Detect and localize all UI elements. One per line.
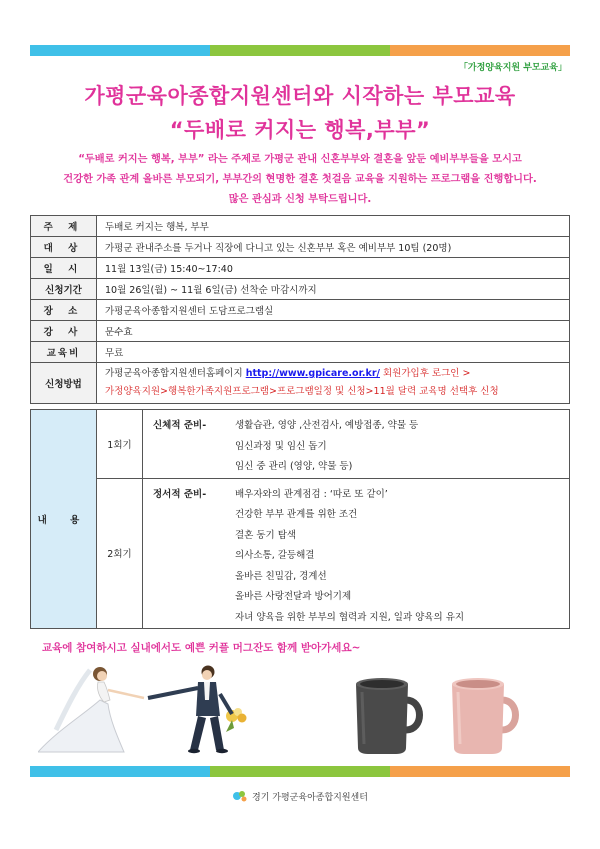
session-2-head: 정서적 준비- bbox=[153, 488, 207, 500]
info-row-datetime bbox=[31, 258, 570, 279]
session-1-item: 임신 중 관리 (영양, 약물 등) bbox=[235, 461, 353, 472]
center-logo-icon bbox=[232, 789, 248, 803]
session-label: 2회기 bbox=[97, 478, 143, 629]
info-row-place bbox=[31, 300, 570, 321]
info-label: 신청기간 bbox=[31, 279, 97, 300]
info-value: 10월 26일(월) ~ 11월 6일(금) 선착순 마감시까지 bbox=[97, 279, 570, 300]
info-table bbox=[30, 215, 570, 404]
footer-org-name: 경기 가평군육아종합지원센터 bbox=[252, 792, 368, 803]
pink-mug-icon bbox=[444, 672, 528, 756]
content-row-session2 bbox=[31, 478, 570, 629]
content-row-session1 bbox=[31, 410, 570, 479]
session-2-item: 건강한 부부 관계를 위한 조건 bbox=[235, 509, 358, 520]
info-label: 장 소 bbox=[31, 300, 97, 321]
session-2-item: 자녀 양육을 위한 부부의 협력과 지원, 일과 양육의 유지 bbox=[235, 611, 465, 623]
session-1-item: 생활습관, 영양 ,산전검사, 예방접종, 약물 등 bbox=[235, 420, 419, 431]
info-value: 문수효 bbox=[97, 321, 570, 342]
apply-prefix: 가평군육아종합지원센터홈페이지 bbox=[105, 368, 246, 379]
page-title: 가평군육아종합지원센터와 시작하는 부모교육 bbox=[84, 84, 516, 108]
session-1-item: 임신과정 및 임신 돕기 bbox=[235, 440, 327, 452]
apply-suffix: 회원가입후 로그인 > bbox=[379, 368, 471, 379]
session-1-details bbox=[143, 410, 570, 479]
info-row-fee bbox=[31, 342, 570, 363]
info-label: 강 사 bbox=[31, 321, 97, 342]
info-label: 신청방법 bbox=[31, 363, 97, 404]
footer bbox=[0, 789, 600, 803]
info-row-apply bbox=[31, 363, 570, 404]
info-value: 가평군육아종합지원센터 도담프로그램실 bbox=[97, 300, 570, 321]
intro-line-1: “두배로 커지는 행복, 부부” 라는 주제로 가평군 관내 신혼부부와 결혼을 앞둔 예비부부들을 모시고 bbox=[78, 154, 522, 165]
info-label: 주 제 bbox=[31, 216, 97, 237]
bottom-color-bar bbox=[30, 766, 570, 777]
page-subtitle: “두배로 커지는 행복,부부” bbox=[169, 118, 431, 142]
bar-segment-cyan bbox=[30, 766, 210, 777]
top-color-bar bbox=[30, 45, 570, 56]
intro-line-3: 많은 관심과 신청 부탁드립니다. bbox=[228, 194, 372, 205]
website-link[interactable]: http://www.gpicare.or.kr/ bbox=[245, 368, 380, 379]
info-value: 11월 13일(금) 15:40~17:40 bbox=[97, 258, 570, 279]
session-2-item: 올바른 사랑전달과 방어기제 bbox=[235, 591, 352, 602]
wedding-couple-illustration bbox=[38, 660, 266, 756]
bar-segment-cyan bbox=[30, 45, 210, 56]
info-row-instructor bbox=[31, 321, 570, 342]
apply-line-2: 가정양육지원>행복한가족지원프로그램>프로그램일정 및 신청>11월 달력 교육명 선택후 신청 bbox=[105, 386, 499, 397]
mug-promo-text: 교육에 참여하시고 실내에서도 예쁜 커플 머그잔도 함께 받아가세요~ bbox=[42, 642, 361, 654]
intro-text bbox=[0, 150, 600, 210]
session-2-item: 결혼 동기 탐색 bbox=[235, 529, 297, 541]
apply-line-1 bbox=[105, 365, 561, 383]
bar-segment-orange bbox=[390, 45, 570, 56]
info-row-topic bbox=[31, 216, 570, 237]
info-label: 대 상 bbox=[31, 237, 97, 258]
bar-segment-green bbox=[210, 766, 390, 777]
info-row-period bbox=[31, 279, 570, 300]
info-label: 교육비 bbox=[31, 342, 97, 363]
apply-method bbox=[97, 363, 570, 404]
program-tag: 「가정양육지원 부모교육」 bbox=[458, 63, 567, 73]
bar-segment-green bbox=[210, 45, 390, 56]
session-1-head: 신체적 준비- bbox=[153, 420, 207, 431]
gray-mug-icon bbox=[348, 672, 432, 756]
session-2-details bbox=[143, 478, 570, 629]
info-label: 일 시 bbox=[31, 258, 97, 279]
info-value: 두배로 커지는 행복, 부부 bbox=[97, 216, 570, 237]
info-value: 가평군 관내주소를 두거나 직장에 다니고 있는 신혼부부 혹은 예비부부 10팀 (20명) bbox=[97, 237, 570, 258]
session-2-item: 배우자와의 관계점검 : ‘따로 또 같이’ bbox=[235, 488, 388, 500]
bar-segment-orange bbox=[390, 766, 570, 777]
content-table bbox=[30, 409, 570, 629]
session-label: 1회기 bbox=[97, 410, 143, 479]
session-2-item: 의사소통, 갈등해결 bbox=[235, 550, 315, 561]
intro-line-2: 건강한 가족 관계 올바른 부모되기, 부부간의 현명한 결혼 첫걸음 교육을 지원하는 프로그램을 진행합니다. bbox=[63, 174, 537, 185]
session-2-item: 올바른 친밀감, 경계선 bbox=[235, 570, 327, 582]
content-label: 내 용 bbox=[31, 410, 97, 629]
info-row-target bbox=[31, 237, 570, 258]
info-value: 무료 bbox=[97, 342, 570, 363]
